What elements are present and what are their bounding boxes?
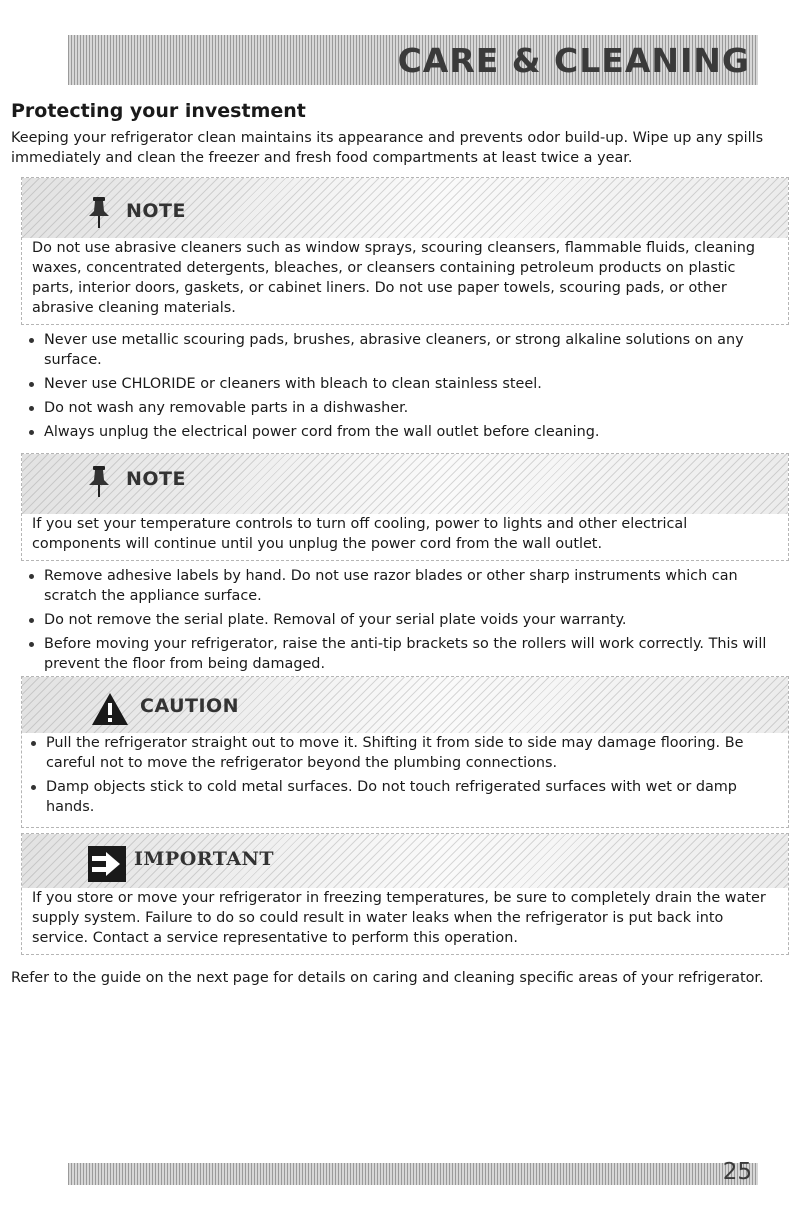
handling-tips-list bbox=[22, 566, 787, 678]
list-item: Do not wash any removable parts in a dishwasher. bbox=[22, 398, 787, 418]
note-box-cleaners bbox=[21, 177, 789, 325]
note-header bbox=[22, 454, 788, 514]
list-item: Damp objects stick to cold metal surfaces. Do not touch refrigerated surfaces with wet or damp hands. bbox=[24, 777, 778, 817]
caution-header bbox=[22, 677, 788, 733]
important-label: IMPORTANT bbox=[134, 848, 275, 870]
pushpin-icon bbox=[86, 195, 112, 229]
page-number: 25 bbox=[722, 1159, 752, 1185]
important-body bbox=[22, 888, 788, 954]
caution-body bbox=[22, 733, 788, 827]
footer-banner bbox=[68, 1159, 758, 1185]
warning-triangle-icon bbox=[90, 691, 130, 727]
list-item: Never use metallic scouring pads, brushes, abrasive cleaners, or strong alkaline solutions on any surface. bbox=[22, 330, 787, 370]
caution-box bbox=[21, 676, 789, 828]
note-text: If you set your temperature controls to turn off cooling, power to lights and other electrical components will continue until you unplug the power cord from the wall outlet. bbox=[32, 516, 688, 552]
page-header-title: CARE & CLEANING bbox=[397, 41, 750, 80]
section-title: Protecting your investment bbox=[11, 100, 306, 122]
closing-paragraph: Refer to the guide on the next page for details on caring and cleaning specific areas of your refrigerator. bbox=[11, 970, 764, 986]
header-banner bbox=[68, 35, 758, 85]
important-box bbox=[21, 833, 789, 955]
list-item: Before moving your refrigerator, raise the anti-tip brackets so the rollers will work correctly. This will prevent the floor from being damaged. bbox=[22, 634, 787, 674]
note-label: NOTE bbox=[126, 200, 186, 222]
note-label: NOTE bbox=[126, 468, 186, 490]
arrow-right-icon bbox=[88, 846, 126, 882]
list-item: Do not remove the serial plate. Removal of your serial plate voids your warranty. bbox=[22, 610, 787, 630]
note-body bbox=[22, 514, 788, 560]
note-text: Do not use abrasive cleaners such as window sprays, scouring cleansers, flammable fluids, cleaning waxes, concentrated detergents, bleaches, or cleansers containing petroleum products on plastic parts, interior doors, gaskets, or cabinet liners. Do not use paper towels, scouring pads, or other abrasive cleaning materials. bbox=[32, 240, 756, 316]
list-item: Remove adhesive labels by hand. Do not use razor blades or other sharp instruments which can scratch the appliance surface. bbox=[22, 566, 787, 606]
note-body bbox=[22, 238, 788, 324]
note-header bbox=[22, 178, 788, 238]
list-item: Always unplug the electrical power cord from the wall outlet before cleaning. bbox=[22, 422, 787, 442]
cleaning-tips-list bbox=[22, 330, 787, 446]
important-header bbox=[22, 834, 788, 888]
list-item: Never use CHLORIDE or cleaners with bleach to clean stainless steel. bbox=[22, 374, 787, 394]
list-item: Pull the refrigerator straight out to move it. Shifting it from side to side may damage flooring. Be careful not to move the refrigerator beyond the plumbing connections. bbox=[24, 733, 778, 773]
note-box-power bbox=[21, 453, 789, 561]
important-text: If you store or move your refrigerator in freezing temperatures, be sure to completely drain the water supply system. Failure to do so could result in water leaks when the refrigerator is put back into service. Contact a service representative to perform this operation. bbox=[32, 890, 766, 946]
caution-label: CAUTION bbox=[140, 695, 240, 717]
intro-paragraph: Keeping your refrigerator clean maintains its appearance and prevents odor build-up. Wipe up any spills immediately and clean the freezer and fresh food compartments at least twice a year. bbox=[11, 130, 764, 166]
pushpin-icon bbox=[86, 464, 112, 498]
